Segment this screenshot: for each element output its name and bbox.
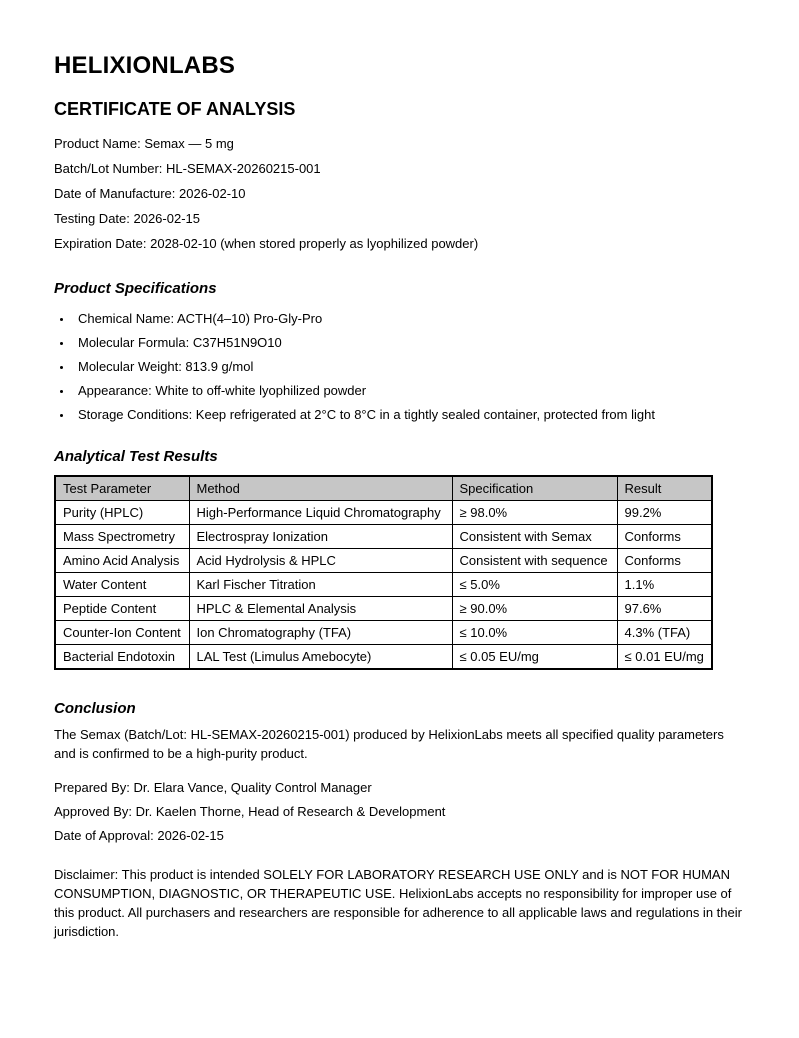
specifications-list bbox=[54, 312, 745, 422]
cell-specification: ≥ 98.0% bbox=[452, 501, 617, 525]
cell-specification: ≤ 10.0% bbox=[452, 621, 617, 645]
batch-lot-line: Batch/Lot Number: HL-SEMAX-20260215-001 bbox=[54, 161, 321, 176]
cell-parameter: Peptide Content bbox=[55, 597, 189, 621]
spec-item-storage-conditions: Storage Conditions: Keep refrigerated at 2°C to 8°C in a tightly sealed container, protected from light bbox=[54, 408, 745, 422]
cell-method: Ion Chromatography (TFA) bbox=[189, 621, 452, 645]
cell-method: Acid Hydrolysis & HPLC bbox=[189, 549, 452, 573]
column-header-result: Result bbox=[617, 476, 712, 501]
cell-parameter: Purity (HPLC) bbox=[55, 501, 189, 525]
table-header-row bbox=[55, 476, 712, 501]
spec-item-chemical-name: Chemical Name: ACTH(4–10) Pro-Gly-Pro bbox=[54, 312, 745, 326]
company-name: HELIXIONLABS bbox=[54, 52, 236, 79]
cell-parameter: Bacterial Endotoxin bbox=[55, 645, 189, 670]
cell-result: Conforms bbox=[617, 525, 712, 549]
cell-method: Electrospray Ionization bbox=[189, 525, 452, 549]
cell-parameter: Counter-Ion Content bbox=[55, 621, 189, 645]
expiration-date-line: Expiration Date: 2028-02-10 (when stored properly as lyophilized powder) bbox=[54, 236, 479, 251]
table-row bbox=[55, 621, 712, 645]
spec-item-appearance: Appearance: White to off-white lyophilized powder bbox=[54, 384, 745, 398]
testing-date-line: Testing Date: 2026-02-15 bbox=[54, 211, 200, 226]
cell-result: 99.2% bbox=[617, 501, 712, 525]
table-row bbox=[55, 549, 712, 573]
table-row bbox=[55, 645, 712, 670]
column-header-specification: Specification bbox=[452, 476, 617, 501]
prepared-by-line: Prepared By: Dr. Elara Vance, Quality Control Manager bbox=[54, 780, 372, 795]
table-row bbox=[55, 525, 712, 549]
spec-item-molecular-formula: Molecular Formula: C37H51N9O10 bbox=[54, 336, 745, 350]
cell-specification: ≥ 90.0% bbox=[452, 597, 617, 621]
document-title: CERTIFICATE OF ANALYSIS bbox=[54, 99, 296, 119]
analytical-results-heading: Analytical Test Results bbox=[54, 448, 218, 465]
cell-result: Conforms bbox=[617, 549, 712, 573]
cell-method: Karl Fischer Titration bbox=[189, 573, 452, 597]
manufacture-date-line: Date of Manufacture: 2026-02-10 bbox=[54, 186, 246, 201]
column-header-method: Method bbox=[189, 476, 452, 501]
disclaimer-text: Disclaimer: This product is intended SOLELY FOR LABORATORY RESEARCH USE ONLY and is NOT FOR HUMAN CONSUMPTION, DIAGNOSTIC, OR THERAPEUTIC USE. HelixionLabs accepts no responsibility for improper use of this product. All purchasers and researchers are responsible for adherence to all applicable laws and regulations in their jurisdiction. bbox=[54, 867, 742, 939]
approved-by-line: Approved By: Dr. Kaelen Thorne, Head of Research & Development bbox=[54, 804, 446, 819]
cell-result: 1.1% bbox=[617, 573, 712, 597]
approval-date-line: Date of Approval: 2026-02-15 bbox=[54, 828, 224, 843]
cell-method: High-Performance Liquid Chromatography bbox=[189, 501, 452, 525]
table-row bbox=[55, 573, 712, 597]
cell-method: LAL Test (Limulus Amebocyte) bbox=[189, 645, 452, 670]
signoff-block bbox=[54, 781, 745, 843]
product-info-block bbox=[54, 137, 745, 251]
cell-specification: Consistent with sequence bbox=[452, 549, 617, 573]
analytical-results-table bbox=[54, 475, 713, 670]
conclusion-heading: Conclusion bbox=[54, 700, 136, 717]
cell-result: 97.6% bbox=[617, 597, 712, 621]
cell-parameter: Mass Spectrometry bbox=[55, 525, 189, 549]
cell-method: HPLC & Elemental Analysis bbox=[189, 597, 452, 621]
cell-result: 4.3% (TFA) bbox=[617, 621, 712, 645]
cell-parameter: Water Content bbox=[55, 573, 189, 597]
cell-specification: Consistent with Semax bbox=[452, 525, 617, 549]
table-row bbox=[55, 597, 712, 621]
cell-parameter: Amino Acid Analysis bbox=[55, 549, 189, 573]
specifications-heading: Product Specifications bbox=[54, 280, 217, 297]
spec-item-molecular-weight: Molecular Weight: 813.9 g/mol bbox=[54, 360, 745, 374]
table-row bbox=[55, 501, 712, 525]
product-name-line: Product Name: Semax — 5 mg bbox=[54, 136, 234, 151]
conclusion-text: The Semax (Batch/Lot: HL-SEMAX-20260215-001) produced by HelixionLabs meets all specified quality parameters and is confirmed to be a high-purity product. bbox=[54, 727, 724, 761]
cell-result: ≤ 0.01 EU/mg bbox=[617, 645, 712, 670]
column-header-test-parameter: Test Parameter bbox=[55, 476, 189, 501]
cell-specification: ≤ 5.0% bbox=[452, 573, 617, 597]
cell-specification: ≤ 0.05 EU/mg bbox=[452, 645, 617, 670]
